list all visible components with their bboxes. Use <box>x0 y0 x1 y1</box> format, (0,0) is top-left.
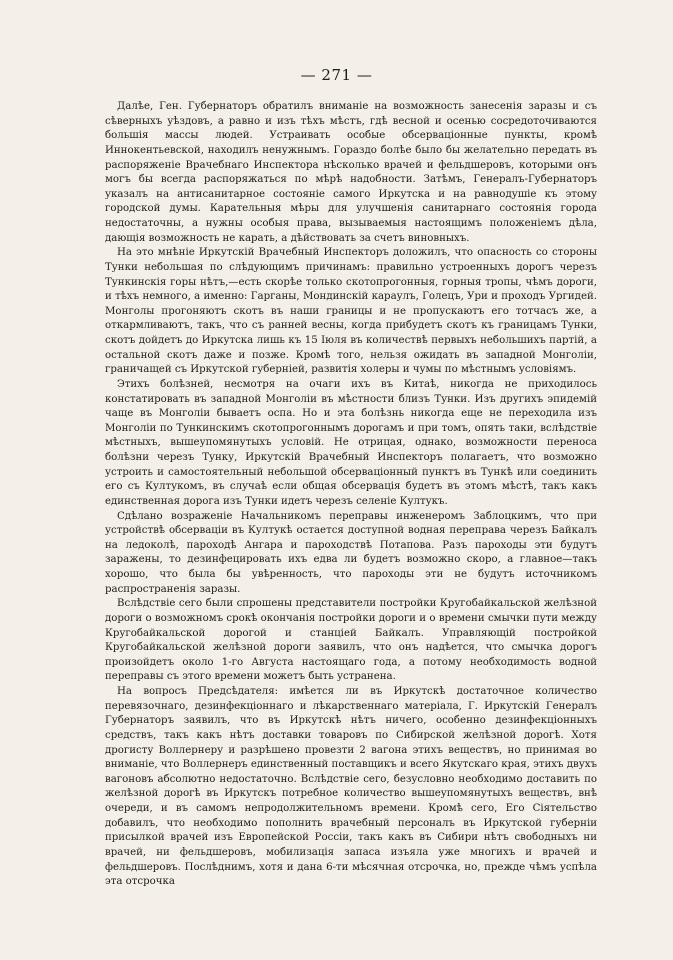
paragraph-3: Этихъ болѣзней, несмотря на очаги ихъ въ Китаѣ, никогда не приходилось констатировать въ западной Монголіи въ мѣстности близъ Тунки. Изъ другихъ эпидемій чаще въ Монголіи бываетъ оспа. Но и эта болѣзнь никогда еще не переходила изъ Монголіи по Тункинскимъ скотопрогоннымъ дорогамъ и при томъ, опять таки, вслѣдствіе мѣстныхъ, вышеупомянутыхъ условій. Не отрицая, однако, возможности переноса болѣзни черезъ Тунку, Иркутскій Врачебный Инспекторъ полагаетъ, что возможно устроить и самостоятельный небольшой обсерваціонный пунктъ въ Тункѣ или соединить его съ Култукомъ, въ случаѣ если общая обсервація будетъ въ этомъ мѣстѣ, такъ какъ единственная дорога изъ Тунки идетъ черезъ селеніе Култукъ. <box>105 378 597 507</box>
page-number: — 271 — <box>300 66 373 84</box>
paragraph-1: Далѣе, Ген. Губернаторъ обратилъ вниманіе на возможность занесенія заразы и съ сѣверныхъ уѣздовъ, а равно и изъ тѣхъ мѣстъ, гдѣ весной и осенью сосредоточиваются большія массы людей. Устраивать особые обсерваціонные пункты, кромѣ Иннокентьевской, находилъ ненужнымъ. Гораздо болѣе было бы желательно передать въ распоряженіе Врачебнаго Инспектора нѣсколько врачей и фельдшеровъ, которыми онъ могъ бы всегда распоряжаться по мѣрѣ надобности. Затѣмъ, Генералъ-Губернаторъ указалъ на антисанитарное состояніе самого Иркутска и на равнодушіе къ этому городской думы. Карательныя мѣры для улучшенія санитарнаго состоянія города недостаточны, а нужны особыя права, вызываемыя настоящимъ положеніемъ дѣла, дающія возможность не карать, а дѣйствовать за счетъ виновныхъ. <box>105 101 597 244</box>
paragraph-6: На вопросъ Предсѣдателя: имѣется ли въ Иркутскѣ достаточное количество перевязочнаго, дезинфекціоннаго и лѣкарственнаго матеріала, Г. Иркутскій Генералъ Губернаторъ заявилъ, что въ Иркутскѣ нѣтъ ничего, особенно дезинфекціонныхъ средствъ, такъ какъ нѣтъ доставки товаровъ по Сибирской желѣзной дорогѣ. Хотя дрогисту Воллернеру и разрѣшено провезти 2 вагона этихъ веществъ, но принимая во вниманіе, что Воллернеръ единственный поставщикъ и всего Якутскаго края, этихъ двухъ вагоновъ абсолютно недостаточно. Вслѣдствіе сего, безусловно необходимо доставить по желѣзной дорогѣ въ Иркутскъ потребное количество вышеупомянутыхъ веществъ, внѣ очереди, и въ самомъ непродолжительномъ времени. Кромѣ сего, Его Сіятельство добавилъ, что необходимо пополнить врачебный персоналъ въ Иркутской губерніи присылкой врачей изъ Европейской Россіи, такъ какъ въ Сибири нѣтъ свободныхъ ни врачей, ни фельдшеровъ, мобилизація запаса изъяла уже многихъ и врачей и фельдшеровъ. Послѣднимъ, хотя и дана 6-ти мѣсячная отсрочка, но, прежде чѣмъ успѣла эта отсрочка <box>105 686 597 888</box>
body-text <box>105 100 597 890</box>
paragraph-5: Вслѣдствіе сего были спрошены представители постройки Кругобайкальской желѣзной дороги о возможномъ срокѣ окончанія постройки дороги и о времени смычки пути между Кругобайкальской дорогой и станціей Байкалъ. Управляющій постройкой Кругобайкальской желѣзной дороги заявилъ, что онъ надѣется, что смычка дорогъ произойдетъ около 1-го Августа настоящаго года, а потому необходимость водной переправы съ этого времени можетъ быть устранена. <box>105 598 597 683</box>
paragraph-4: Сдѣлано возраженіе Начальникомъ переправы инженеромъ Заблоцкимъ, что при устройствѣ обсерваціи въ Култукѣ остается доступной водная переправа черезъ Байкалъ на ледоколѣ, пароходѣ Ангара и пароходствѣ Потапова. Разъ пароходы эти будутъ заражены, то дезинфецировать ихъ едва ли будетъ возможно скоро, а главное—такъ хорошо, что была бы увѣренность, что пароходы эти не будутъ источникомъ распространенія заразы. <box>105 510 597 595</box>
paragraph-2: На это мнѣніе Иркутскій Врачебный Инспекторъ доложилъ, что опасность со стороны Тунки небольшая по слѣдующимъ причинамъ: правильно устроенныхъ дорогъ черезъ Тункинскія горы нѣтъ,—есть скорѣе только скотопрогонныя, горныя тропы, чѣмъ дороги, и тѣхъ немного, а именно: Гарганы, Мондинскій караулъ, Голецъ, Ури и проходъ Ургидей. Монголы прогоняютъ скотъ въ наши границы и не пропускаютъ его тотчасъ же, а откармливаютъ, такъ, что съ ранней весны, когда прибудетъ скотъ къ границамъ Тунки, скотъ дойдетъ до Иркутска лишь къ 15 Іюля въ количествѣ первыхъ небольшихъ партій, а остальной скотъ даже и позже. Кромѣ того, нельзя ожидать въ западной Монголіи, граничащей съ Иркутской губерніей, развитія холеры и чумы по мѣстнымъ условіямъ. <box>105 247 597 376</box>
